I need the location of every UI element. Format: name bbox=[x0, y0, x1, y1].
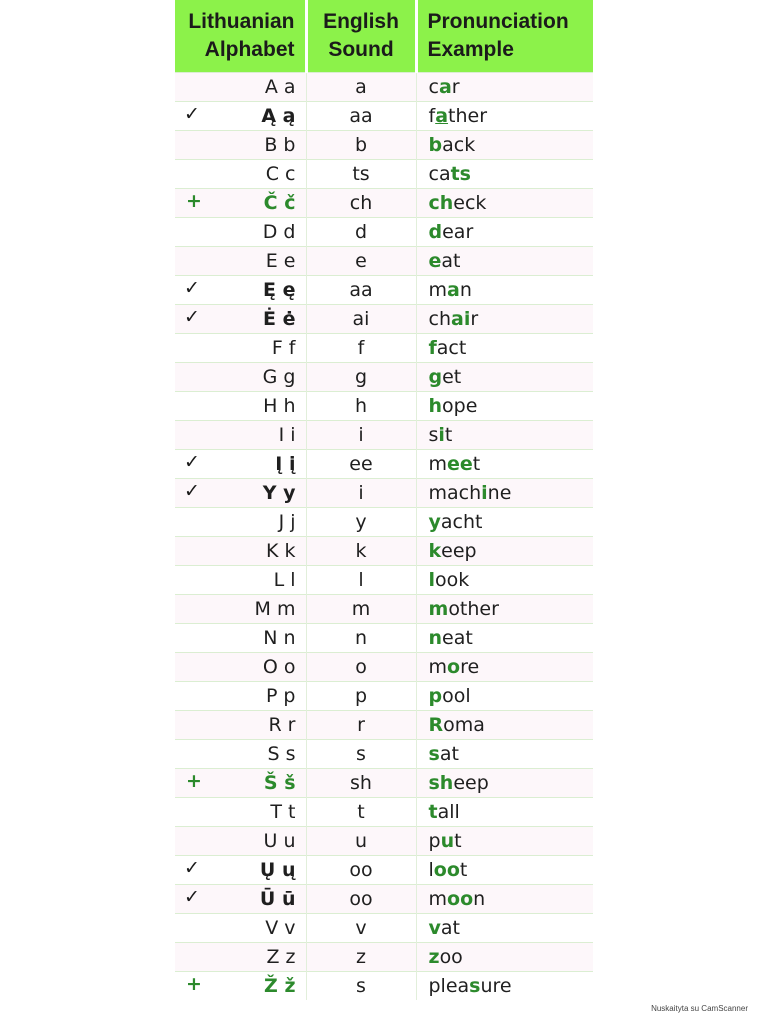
sound-cell: h bbox=[306, 392, 416, 421]
example-highlight: a bbox=[438, 76, 452, 98]
example-cell bbox=[416, 305, 593, 334]
checkmark-icon: ✓ bbox=[184, 103, 200, 125]
sound-cell: i bbox=[306, 479, 416, 508]
table-row bbox=[175, 247, 593, 276]
table-row bbox=[175, 624, 593, 653]
table-row bbox=[175, 131, 593, 160]
example-highlight: v bbox=[428, 917, 441, 939]
example-cell bbox=[416, 740, 593, 769]
example-highlight: a bbox=[435, 105, 449, 127]
example-cell bbox=[416, 595, 593, 624]
letter-cell bbox=[175, 711, 306, 740]
example-cell bbox=[416, 653, 593, 682]
example-text: mach bbox=[428, 482, 482, 504]
example-text: ure bbox=[480, 975, 512, 997]
letter-cell bbox=[175, 943, 306, 972]
sound-cell: s bbox=[306, 972, 416, 1001]
letter-cell bbox=[175, 305, 306, 334]
sound-cell: i bbox=[306, 421, 416, 450]
letter-pair: D d bbox=[262, 221, 296, 243]
letter-cell bbox=[175, 276, 306, 305]
table-row bbox=[175, 160, 593, 189]
table-row bbox=[175, 595, 593, 624]
letter-pair: G g bbox=[262, 366, 296, 388]
example-text: t bbox=[454, 830, 462, 852]
example-highlight: ai bbox=[451, 308, 471, 330]
letter-cell bbox=[175, 769, 306, 798]
example-text: at bbox=[439, 743, 459, 765]
example-text: l bbox=[428, 859, 434, 881]
alphabet-table bbox=[175, 0, 593, 1000]
letter-cell bbox=[175, 740, 306, 769]
example-text: et bbox=[442, 366, 462, 388]
example-text: n bbox=[473, 888, 486, 910]
sound-cell: a bbox=[306, 73, 416, 102]
example-text: c bbox=[428, 76, 439, 98]
letter-pair: U u bbox=[263, 830, 296, 852]
letter-cell bbox=[175, 450, 306, 479]
sound-cell: o bbox=[306, 653, 416, 682]
sound-cell: sh bbox=[306, 769, 416, 798]
letter-pair: P p bbox=[265, 685, 296, 707]
example-cell bbox=[416, 711, 593, 740]
table-row bbox=[175, 856, 593, 885]
letter-cell bbox=[175, 189, 306, 218]
table-row bbox=[175, 421, 593, 450]
letter-cell bbox=[175, 334, 306, 363]
table-row bbox=[175, 189, 593, 218]
sound-cell: p bbox=[306, 682, 416, 711]
letter-pair: N n bbox=[263, 627, 296, 649]
example-text: at bbox=[441, 250, 461, 272]
letter-cell bbox=[175, 595, 306, 624]
letter-cell bbox=[175, 798, 306, 827]
example-text: ool bbox=[442, 685, 471, 707]
example-text: f bbox=[428, 105, 436, 127]
example-text: ther bbox=[448, 105, 488, 127]
example-cell bbox=[416, 914, 593, 943]
example-cell bbox=[416, 421, 593, 450]
table-row bbox=[175, 479, 593, 508]
letter-pair: Š š bbox=[263, 772, 296, 794]
example-text: ch bbox=[428, 308, 451, 330]
sound-cell: n bbox=[306, 624, 416, 653]
example-cell bbox=[416, 102, 593, 131]
table-row bbox=[175, 363, 593, 392]
example-text: acht bbox=[440, 511, 483, 533]
table-row bbox=[175, 711, 593, 740]
plus-icon: + bbox=[186, 190, 202, 212]
plus-icon: + bbox=[186, 973, 202, 995]
table-row bbox=[175, 305, 593, 334]
example-cell bbox=[416, 769, 593, 798]
letter-cell bbox=[175, 624, 306, 653]
example-highlight: b bbox=[428, 134, 443, 156]
example-highlight: e bbox=[428, 250, 442, 272]
letter-pair: V v bbox=[265, 917, 296, 939]
letter-cell bbox=[175, 566, 306, 595]
example-text: n bbox=[459, 279, 472, 301]
example-text: plea bbox=[428, 975, 470, 997]
letter-cell bbox=[175, 421, 306, 450]
sound-cell: ai bbox=[306, 305, 416, 334]
letter-cell bbox=[175, 856, 306, 885]
table-row bbox=[175, 798, 593, 827]
letter-pair: L l bbox=[273, 569, 296, 591]
letter-pair: Y y bbox=[262, 482, 296, 504]
example-cell bbox=[416, 73, 593, 102]
sound-cell: aa bbox=[306, 276, 416, 305]
letter-pair: M m bbox=[254, 598, 296, 620]
sound-cell: b bbox=[306, 131, 416, 160]
sound-cell: l bbox=[306, 566, 416, 595]
letter-cell bbox=[175, 479, 306, 508]
letter-cell bbox=[175, 131, 306, 160]
table-row bbox=[175, 276, 593, 305]
sound-cell: s bbox=[306, 740, 416, 769]
sound-cell: ch bbox=[306, 189, 416, 218]
example-highlight: l bbox=[428, 569, 436, 591]
example-cell bbox=[416, 972, 593, 1001]
letter-cell bbox=[175, 827, 306, 856]
example-text: eck bbox=[453, 192, 487, 214]
example-cell bbox=[416, 682, 593, 711]
example-text: m bbox=[428, 453, 448, 475]
letter-pair: Ų ų bbox=[259, 859, 296, 881]
example-highlight: n bbox=[428, 627, 443, 649]
letter-pair: Į į bbox=[275, 453, 296, 475]
letter-pair: R r bbox=[268, 714, 296, 736]
letter-cell bbox=[175, 363, 306, 392]
table-row bbox=[175, 885, 593, 914]
table-row bbox=[175, 450, 593, 479]
table-row bbox=[175, 914, 593, 943]
example-text: other bbox=[448, 598, 499, 620]
example-text: ack bbox=[442, 134, 476, 156]
letter-pair: Ą ą bbox=[261, 105, 296, 127]
example-cell bbox=[416, 624, 593, 653]
sound-cell: u bbox=[306, 827, 416, 856]
sound-cell: d bbox=[306, 218, 416, 247]
example-highlight: f bbox=[428, 337, 437, 359]
table-row bbox=[175, 740, 593, 769]
example-highlight: a bbox=[447, 279, 460, 301]
header-letter: Lithuanian Alphabet bbox=[175, 0, 306, 73]
example-highlight: i bbox=[481, 482, 488, 504]
table-row bbox=[175, 392, 593, 421]
letter-cell bbox=[175, 537, 306, 566]
example-text: ook bbox=[435, 569, 470, 591]
sound-cell: v bbox=[306, 914, 416, 943]
letter-pair: Z z bbox=[266, 946, 296, 968]
example-cell bbox=[416, 218, 593, 247]
header-row bbox=[175, 0, 593, 73]
example-cell bbox=[416, 885, 593, 914]
example-text: all bbox=[437, 801, 460, 823]
table-body bbox=[175, 73, 593, 1001]
example-highlight: ee bbox=[447, 453, 473, 475]
letter-pair: Ę ę bbox=[263, 279, 296, 301]
sound-cell: z bbox=[306, 943, 416, 972]
letter-cell bbox=[175, 972, 306, 1001]
example-text: ne bbox=[487, 482, 512, 504]
letter-cell bbox=[175, 914, 306, 943]
example-text: ear bbox=[442, 221, 474, 243]
example-text: m bbox=[428, 888, 448, 910]
sound-cell: y bbox=[306, 508, 416, 537]
letter-pair: J j bbox=[278, 511, 296, 533]
example-cell bbox=[416, 856, 593, 885]
checkmark-icon: ✓ bbox=[184, 886, 200, 908]
example-highlight: R bbox=[428, 714, 444, 736]
example-cell bbox=[416, 131, 593, 160]
example-highlight: ts bbox=[450, 163, 471, 185]
example-text: m bbox=[428, 656, 448, 678]
table-row bbox=[175, 769, 593, 798]
example-cell bbox=[416, 566, 593, 595]
example-text: oo bbox=[439, 946, 463, 968]
table-row bbox=[175, 682, 593, 711]
sound-cell: t bbox=[306, 798, 416, 827]
table-row bbox=[175, 972, 593, 1001]
letter-pair: K k bbox=[265, 540, 296, 562]
example-highlight: ch bbox=[428, 192, 454, 214]
example-text: ope bbox=[442, 395, 478, 417]
table-row bbox=[175, 827, 593, 856]
example-highlight: oo bbox=[447, 888, 474, 910]
example-cell bbox=[416, 392, 593, 421]
letter-cell bbox=[175, 392, 306, 421]
example-text: r bbox=[470, 308, 479, 330]
letter-cell bbox=[175, 247, 306, 276]
example-text: r bbox=[451, 76, 460, 98]
checkmark-icon: ✓ bbox=[184, 480, 200, 502]
letter-pair: C c bbox=[265, 163, 296, 185]
sound-cell: oo bbox=[306, 856, 416, 885]
scanner-watermark: Nuskaityta su CamScanner bbox=[651, 1004, 748, 1013]
table-row bbox=[175, 508, 593, 537]
example-highlight: y bbox=[428, 511, 441, 533]
example-highlight: d bbox=[428, 221, 443, 243]
example-text: re bbox=[460, 656, 480, 678]
example-text: eep bbox=[453, 772, 489, 794]
letter-pair: H h bbox=[263, 395, 296, 417]
letter-pair: Ž ž bbox=[264, 975, 296, 997]
letter-cell bbox=[175, 102, 306, 131]
checkmark-icon: ✓ bbox=[184, 857, 200, 879]
sound-cell: k bbox=[306, 537, 416, 566]
example-text: at bbox=[440, 917, 460, 939]
checkmark-icon: ✓ bbox=[184, 451, 200, 473]
letter-pair: Ū ū bbox=[259, 888, 296, 910]
letter-cell bbox=[175, 508, 306, 537]
example-text: t bbox=[459, 859, 468, 881]
example-cell bbox=[416, 363, 593, 392]
sound-cell: f bbox=[306, 334, 416, 363]
example-text: oma bbox=[443, 714, 485, 736]
example-cell bbox=[416, 247, 593, 276]
example-text: t bbox=[444, 424, 453, 446]
table-row bbox=[175, 653, 593, 682]
example-highlight: i bbox=[438, 424, 445, 446]
example-text: ca bbox=[428, 163, 451, 185]
letter-pair: S s bbox=[267, 743, 296, 765]
example-cell bbox=[416, 276, 593, 305]
sound-cell: ee bbox=[306, 450, 416, 479]
example-highlight: z bbox=[428, 946, 440, 968]
table-row bbox=[175, 943, 593, 972]
sound-cell: aa bbox=[306, 102, 416, 131]
example-highlight: sh bbox=[428, 772, 454, 794]
example-highlight: g bbox=[428, 366, 443, 388]
letter-cell bbox=[175, 160, 306, 189]
letter-cell bbox=[175, 885, 306, 914]
letter-cell bbox=[175, 73, 306, 102]
example-text: p bbox=[428, 830, 441, 852]
example-highlight: h bbox=[428, 395, 443, 417]
letter-cell bbox=[175, 218, 306, 247]
sound-cell: g bbox=[306, 363, 416, 392]
sound-cell: e bbox=[306, 247, 416, 276]
checkmark-icon: ✓ bbox=[184, 306, 200, 328]
example-highlight: m bbox=[428, 598, 449, 620]
table-row bbox=[175, 566, 593, 595]
plus-icon: + bbox=[186, 770, 202, 792]
table-row bbox=[175, 73, 593, 102]
checkmark-icon: ✓ bbox=[184, 277, 200, 299]
table-row bbox=[175, 218, 593, 247]
header-example: Pronunciation Example bbox=[416, 0, 593, 73]
example-cell bbox=[416, 508, 593, 537]
example-cell bbox=[416, 943, 593, 972]
letter-pair: B b bbox=[264, 134, 296, 156]
example-cell bbox=[416, 334, 593, 363]
table-row bbox=[175, 334, 593, 363]
example-cell bbox=[416, 827, 593, 856]
example-highlight: t bbox=[428, 801, 438, 823]
sound-cell: oo bbox=[306, 885, 416, 914]
example-text: s bbox=[428, 424, 439, 446]
example-text: act bbox=[436, 337, 467, 359]
letter-pair: T t bbox=[270, 801, 296, 823]
sound-cell: r bbox=[306, 711, 416, 740]
example-text: eat bbox=[442, 627, 473, 649]
example-cell bbox=[416, 537, 593, 566]
letter-pair: E e bbox=[265, 250, 296, 272]
table-row bbox=[175, 537, 593, 566]
example-cell bbox=[416, 160, 593, 189]
sound-cell: ts bbox=[306, 160, 416, 189]
header-sound: English Sound bbox=[306, 0, 416, 73]
example-text: t bbox=[472, 453, 481, 475]
letter-pair: Ė ė bbox=[263, 308, 296, 330]
example-highlight: oo bbox=[433, 859, 460, 881]
table-row bbox=[175, 102, 593, 131]
letter-pair: O o bbox=[262, 656, 296, 678]
example-highlight: o bbox=[447, 656, 461, 678]
example-highlight: s bbox=[469, 975, 481, 997]
letter-pair: F f bbox=[271, 337, 296, 359]
example-highlight: p bbox=[428, 685, 443, 707]
example-text: m bbox=[428, 279, 448, 301]
example-highlight: k bbox=[428, 540, 442, 562]
example-cell bbox=[416, 189, 593, 218]
example-highlight: u bbox=[440, 830, 455, 852]
letter-cell bbox=[175, 682, 306, 711]
example-text: eep bbox=[441, 540, 477, 562]
letter-cell bbox=[175, 653, 306, 682]
example-highlight: s bbox=[428, 743, 440, 765]
letter-pair: I i bbox=[278, 424, 296, 446]
example-cell bbox=[416, 798, 593, 827]
letter-pair: Č č bbox=[263, 192, 296, 214]
example-cell bbox=[416, 450, 593, 479]
sound-cell: m bbox=[306, 595, 416, 624]
example-cell bbox=[416, 479, 593, 508]
letter-pair: A a bbox=[264, 76, 296, 98]
